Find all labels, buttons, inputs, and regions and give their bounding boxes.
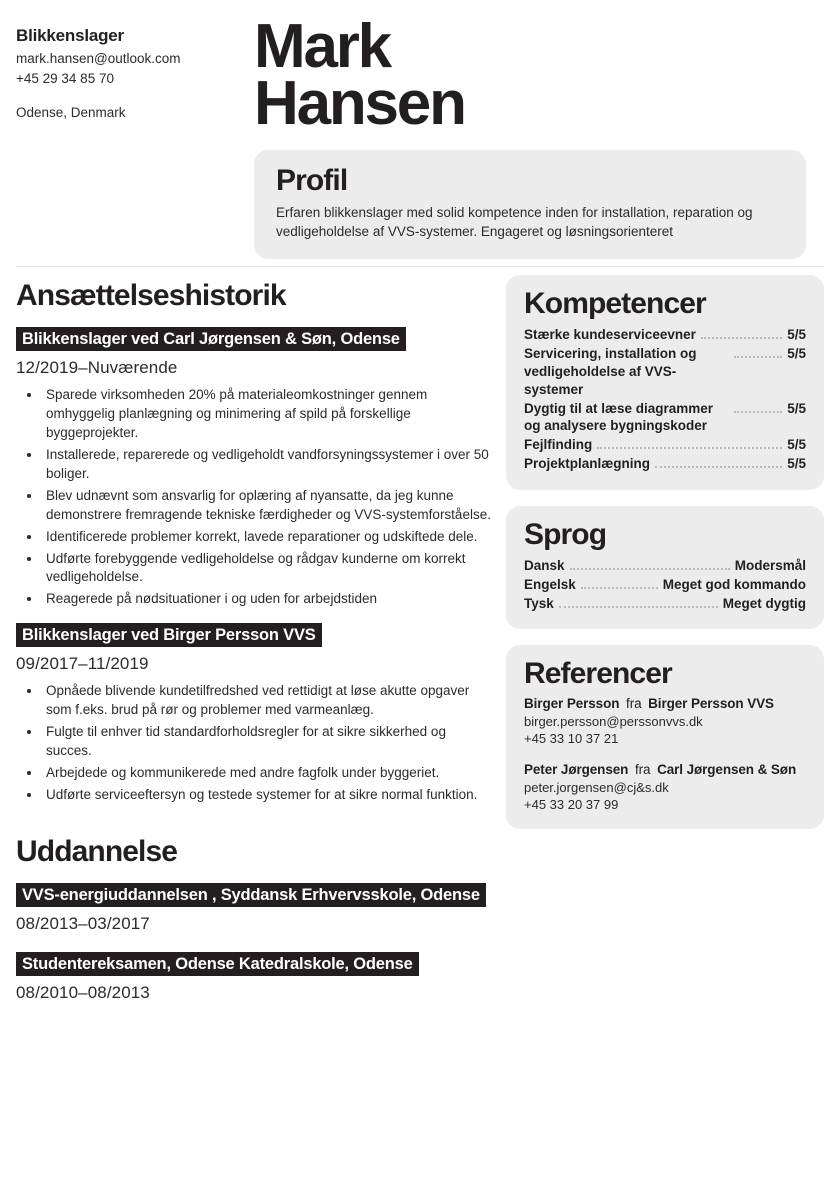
education-title: VVS-energiuddannelsen , Syddansk Erhvervsskole, Odense bbox=[16, 883, 486, 907]
entry-title-wrap bbox=[16, 623, 492, 648]
header-divider bbox=[16, 266, 824, 267]
reference-name: Birger Persson bbox=[524, 696, 620, 712]
language-row bbox=[524, 576, 806, 594]
contact-phone: +45 29 34 85 70 bbox=[16, 70, 114, 86]
bullet-item: • Installerede, reparerede og vedligeholdt vandforsyningssystemer i over 50 boliger. bbox=[42, 446, 492, 484]
profile-title: Profil bbox=[276, 164, 348, 198]
references-card bbox=[506, 645, 824, 829]
bullet-item: • Blev udnævnt som ansvarlig for oplæring af nyansatte, da jeg kunne demonstrere fremragende tekniske færdigheder og VVS-systemforståelse. bbox=[42, 487, 492, 525]
first-name: Mark bbox=[254, 12, 390, 81]
languages-title: Sprog bbox=[524, 517, 607, 551]
dotted-leader bbox=[597, 447, 782, 449]
resume-body bbox=[0, 259, 840, 1020]
skill-row bbox=[524, 436, 806, 454]
experience-bullets bbox=[42, 682, 492, 804]
language-row-label: Tysk bbox=[524, 595, 554, 611]
skill-row bbox=[524, 455, 806, 473]
experience-list bbox=[16, 327, 492, 804]
reference-entry bbox=[524, 762, 806, 813]
bullet-item: • Udførte serviceeftersyn og testede systemer for at sikre normal funktion. bbox=[42, 786, 492, 805]
name-block bbox=[248, 12, 824, 259]
language-row-value: Meget dygtig bbox=[722, 595, 806, 611]
education-dates: 08/2013–03/2017 bbox=[16, 913, 150, 933]
reference-from-label: fra bbox=[631, 761, 655, 777]
contact-location: Odense, Denmark bbox=[16, 105, 126, 121]
bullet-item: • Identificerede problemer korrekt, lavede reparationer og udskiftede dele. bbox=[42, 528, 492, 547]
main-column bbox=[16, 275, 506, 1020]
reference-company: Carl Jørgensen & Søn bbox=[657, 761, 797, 777]
reference-head bbox=[524, 762, 806, 777]
dotted-leader bbox=[701, 337, 782, 339]
skill-row-value: 5/5 bbox=[787, 456, 806, 472]
skill-row bbox=[524, 326, 806, 344]
sidebar-column bbox=[506, 275, 824, 845]
education-dates: 08/2010–08/2013 bbox=[16, 982, 150, 1002]
bullet-item: • Opnåede blivende kundetilfredshed ved rettidigt at løse akutte opgaver som f.eks. brud på rør og problemer med varmeanlæg. bbox=[42, 682, 492, 720]
entry-title-wrap bbox=[16, 327, 492, 352]
language-row-label: Engelsk bbox=[524, 576, 576, 592]
skill-row-label: Dygtig til at læse diagrammer og analysere bygningskoder bbox=[524, 400, 714, 434]
reference-email: peter.jorgensen@cj&s.dk bbox=[524, 779, 669, 795]
language-row-value: Meget god kommando bbox=[662, 576, 806, 592]
bullet-item: • Fulgte til enhver tid standardforholdsregler for at sikre sikkerhed og succes. bbox=[42, 723, 492, 761]
experience-heading: Ansættelseshistorik bbox=[16, 279, 286, 313]
contact-block bbox=[16, 18, 248, 259]
dotted-leader bbox=[581, 587, 658, 589]
reference-entry bbox=[524, 696, 806, 747]
reference-head bbox=[524, 696, 806, 711]
contact-email: mark.hansen@outlook.com bbox=[16, 51, 181, 66]
education-entry bbox=[16, 883, 492, 934]
skills-card bbox=[506, 275, 824, 490]
bullet-item: • Udførte forebyggende vedligeholdelse og rådgav kunderne om korrekt vedligeholdelse. bbox=[42, 550, 492, 588]
experience-job-title: Blikkenslager ved Carl Jørgensen & Søn, Odense bbox=[16, 327, 406, 351]
language-row-value: Modersmål bbox=[734, 557, 806, 573]
reference-name: Peter Jørgensen bbox=[524, 761, 629, 777]
languages-card bbox=[506, 506, 824, 629]
skill-row-label: Fejlfinding bbox=[524, 437, 593, 453]
contact-spacer bbox=[16, 88, 248, 103]
profile-text: Erfaren blikkenslager med solid kompetence inden for installation, reparation og vedligeholdelse af VVS-systemer. Engageret og løsningsorienteret bbox=[276, 205, 753, 240]
skill-row bbox=[524, 400, 806, 436]
reference-from-label: fra bbox=[622, 696, 646, 712]
experience-entry bbox=[16, 623, 492, 804]
dotted-leader bbox=[655, 466, 782, 468]
education-entry bbox=[16, 952, 492, 1003]
skill-row-value: 5/5 bbox=[787, 400, 806, 416]
language-row bbox=[524, 557, 806, 575]
education-title: Studentereksamen, Odense Katedralskole, Odense bbox=[16, 952, 419, 976]
reference-email: birger.persson@perssonvvs.dk bbox=[524, 714, 703, 730]
skill-row-label: Projektplanlægning bbox=[524, 456, 651, 472]
dotted-leader bbox=[570, 568, 730, 570]
skills-title: Kompetencer bbox=[524, 287, 706, 321]
last-name: Hansen bbox=[254, 69, 465, 139]
profile-card bbox=[254, 150, 806, 259]
entry-title-wrap bbox=[16, 952, 492, 977]
experience-dates: 09/2017–11/2019 bbox=[16, 654, 149, 674]
experience-job-title: Blikkenslager ved Birger Persson VVS bbox=[16, 623, 322, 647]
education-heading: Uddannelse bbox=[16, 834, 178, 868]
bullet-item: • Reagerede på nødsituationer i og uden for arbejdstiden bbox=[42, 590, 492, 609]
bullet-item: • Arbejdede og kommunikerede med andre fagfolk under byggeriet. bbox=[42, 764, 492, 783]
experience-bullets bbox=[42, 386, 492, 609]
skill-row-label: Stærke kundeserviceevner bbox=[524, 327, 696, 343]
references-title: Referencer bbox=[524, 657, 672, 691]
experience-entry bbox=[16, 327, 492, 609]
entry-title-wrap bbox=[16, 883, 492, 908]
dotted-leader bbox=[559, 606, 718, 608]
dotted-leader bbox=[734, 411, 782, 413]
references-list bbox=[524, 696, 806, 813]
header-job-title: Blikkenslager bbox=[16, 26, 124, 45]
skill-row-value: 5/5 bbox=[787, 327, 806, 343]
language-row bbox=[524, 595, 806, 613]
education-list bbox=[16, 883, 492, 1003]
language-row-label: Dansk bbox=[524, 557, 565, 573]
bullet-item: • Sparede virksomheden 20% på materialeomkostninger gennem omhyggelig planlægning og minimering af spild på forskellige byggeprojekter. bbox=[42, 386, 492, 443]
experience-dates: 12/2019–Nuværende bbox=[16, 358, 178, 378]
dotted-leader bbox=[734, 356, 782, 358]
skill-row bbox=[524, 345, 806, 398]
reference-phone: +45 33 10 37 21 bbox=[524, 731, 619, 747]
resume-header bbox=[0, 0, 840, 259]
reference-phone: +45 33 20 37 99 bbox=[524, 796, 619, 812]
skill-row-value: 5/5 bbox=[787, 437, 806, 453]
skill-row-label: Servicering, installation og vedligeholdelse af VVS-systemer bbox=[524, 346, 697, 397]
skill-row-value: 5/5 bbox=[787, 346, 806, 362]
languages-list bbox=[524, 557, 806, 612]
skills-list bbox=[524, 326, 806, 473]
reference-company: Birger Persson VVS bbox=[648, 696, 774, 712]
